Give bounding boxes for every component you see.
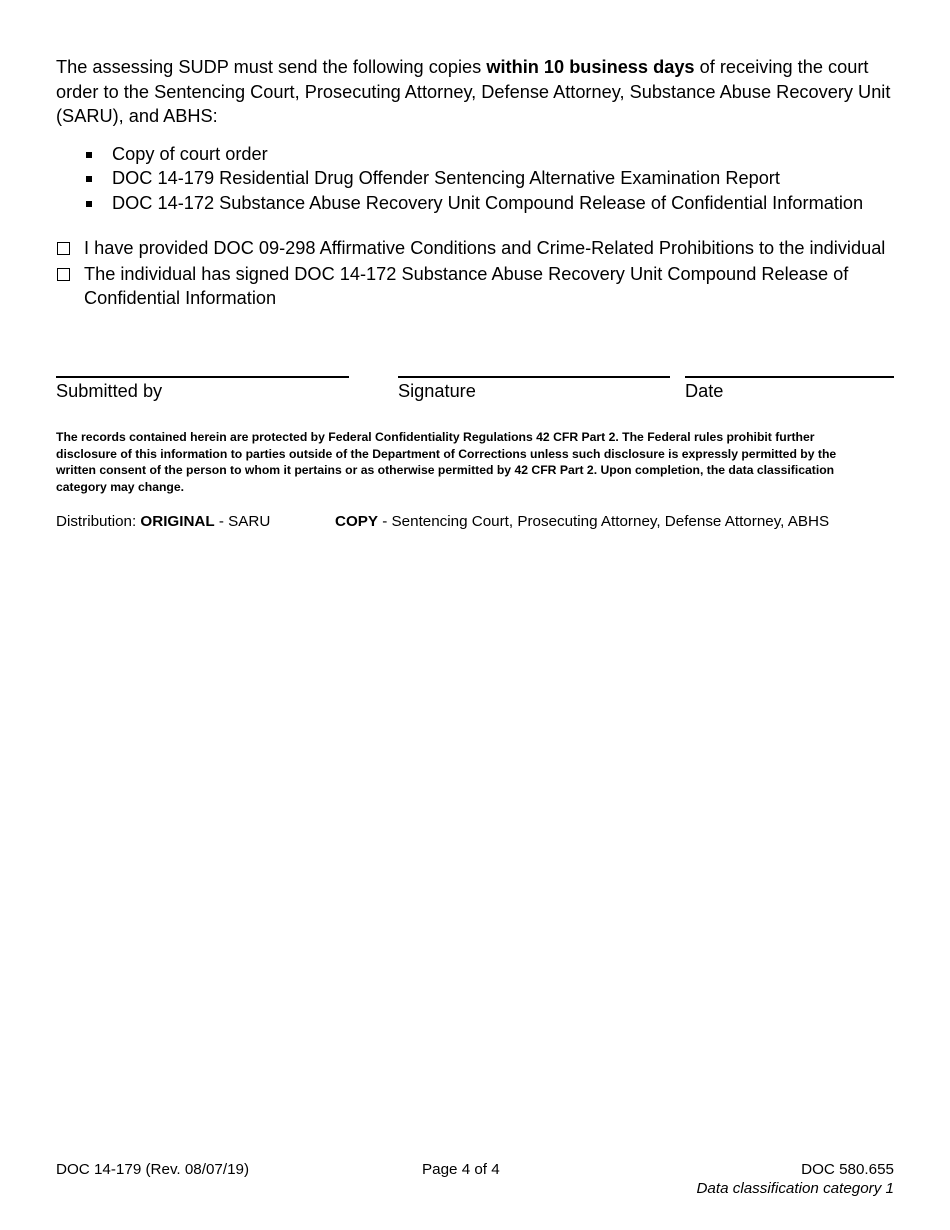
form-id: DOC 14-179 (Rev. 08/07/19) [56,1161,250,1178]
submitted-by-field[interactable] [56,376,349,402]
copies-list [56,142,894,216]
checklist-item-label: I have provided DOC 09-298 Affirmative Conditions and Crime-Related Prohibitions to the individual [84,238,886,258]
date-field[interactable] [685,376,894,402]
bullet-square-icon [86,201,92,207]
policy-number: DOC 580.655 [801,1161,894,1178]
affirmative-conditions-checkbox[interactable] [57,242,70,255]
original-recipient: - SARU [214,513,271,530]
checklist [56,236,894,311]
distribution-line [56,513,894,531]
checklist-item-release-signed [56,262,894,311]
original-label: ORIGINAL [140,513,215,530]
copy-item-label: DOC 14-172 Substance Abuse Recovery Unit Compound Release of Confidential Information [112,192,864,213]
list-item [56,191,894,216]
copy-recipients: - Sentencing Court, Prosecuting Attorney, Defense Attorney, ABHS [378,513,830,530]
distribution-original [56,513,270,530]
copy-item-label: Copy of court order [112,143,268,164]
distribution-copy [335,513,829,531]
list-item [56,142,894,167]
page-number: Page 4 of 4 [422,1161,500,1178]
release-signed-checkbox[interactable] [57,268,70,281]
checklist-item-label: The individual has signed DOC 14-172 Substance Abuse Recovery Unit Compound Release of Confidential Information [84,263,849,308]
submitted-by-line [56,376,349,378]
date-line [685,376,894,378]
confidentiality-notice: The records contained herein are protected by Federal Confidentiality Regulations 42 CFR Part 2. The Federal rules prohibit further disclosure of this information to parties outside of the Department of Corrections unless such disclosure is expressly permitted by the written consent of the person to whom it pertains or as otherwise permitted by 42 CFR Part 2. Upon completion, the data classification category may change. [56,430,837,494]
intro-text-before: The assessing SUDP must send the following copies [56,57,487,77]
submitted-by-label: Submitted by [56,381,163,401]
intro-deadline: within 10 business days [486,57,695,77]
bullet-square-icon [86,152,92,158]
intro-text-after: of receiving the court order to the Sentencing Court, Prosecuting Attorney, Defense Attorney, Substance Abuse Recovery Unit (SARU), and ABHS: [56,57,891,126]
intro-paragraph [56,55,894,129]
signature-label: Signature [398,381,476,401]
checklist-item-affirmative-conditions [56,236,894,261]
data-classification: Data classification category 1 [696,1180,894,1197]
copy-label: COPY [335,513,379,530]
date-label: Date [685,381,724,401]
signature-line [398,376,670,378]
bullet-square-icon [86,176,92,182]
signature-field[interactable] [398,376,670,402]
copy-item-label: DOC 14-179 Residential Drug Offender Sentencing Alternative Examination Report [112,168,780,188]
form-body [56,55,894,311]
list-item [56,166,894,191]
signature-block [56,376,894,406]
distribution-label: Distribution: [56,513,141,530]
